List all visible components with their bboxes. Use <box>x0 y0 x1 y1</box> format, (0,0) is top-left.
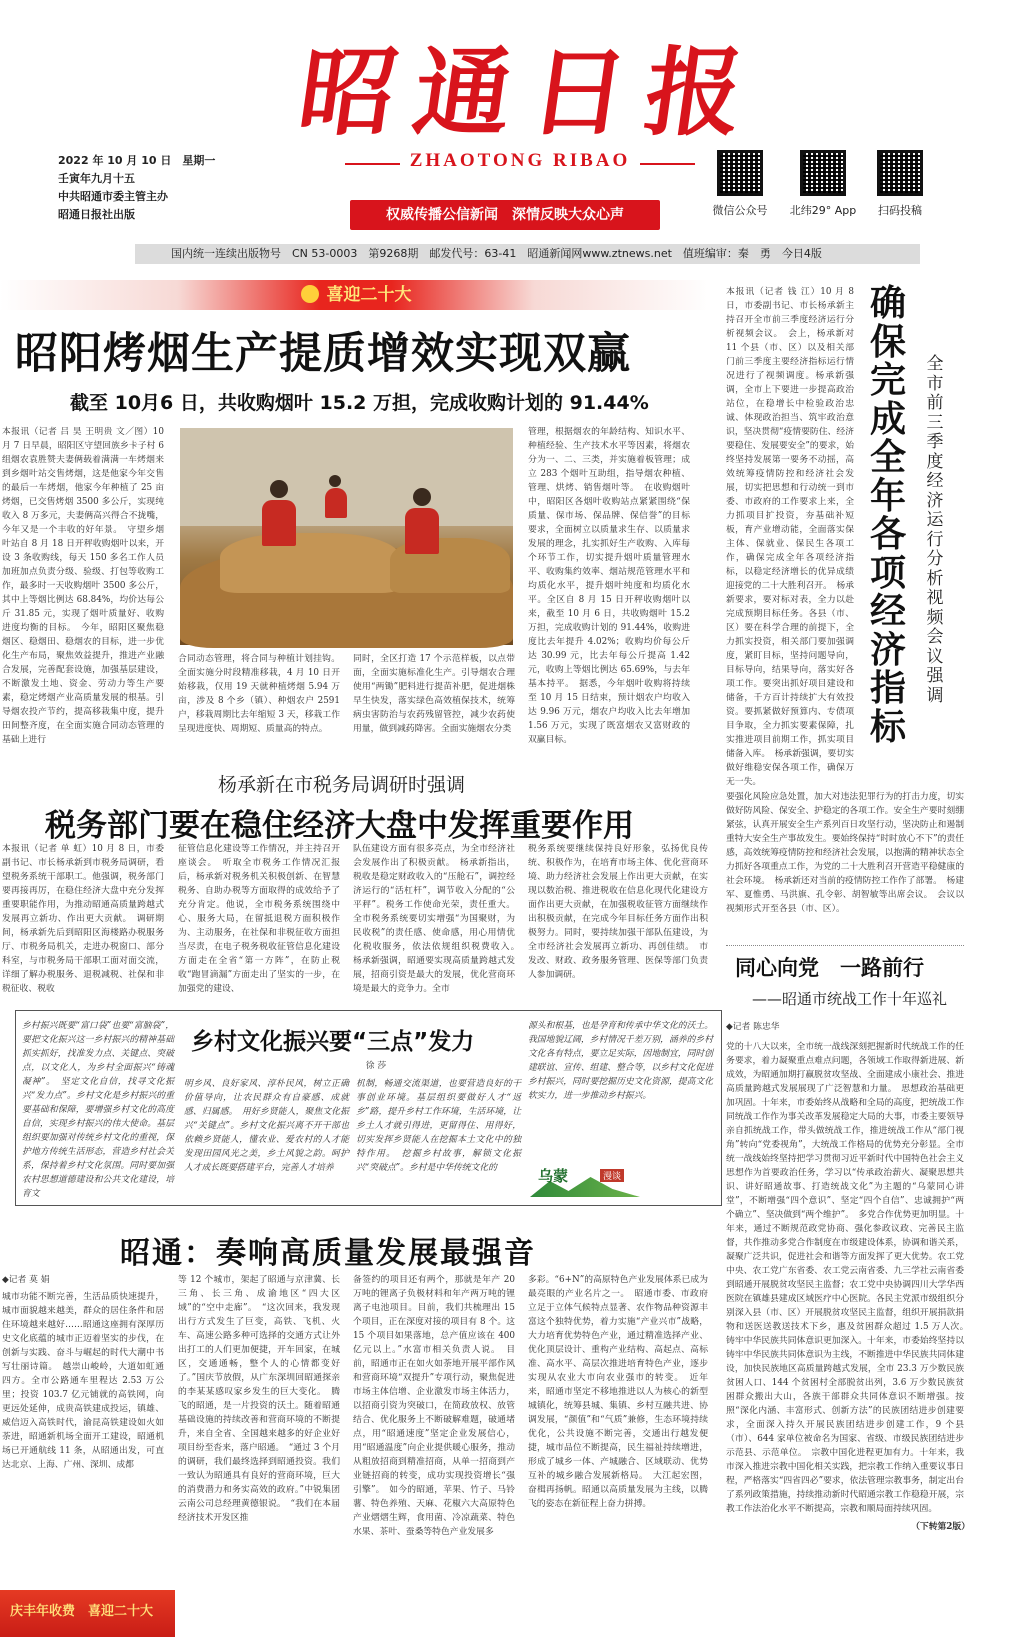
qr-label: 扫码投稿 <box>878 204 922 217</box>
qr-code-icon[interactable] <box>800 150 846 196</box>
tax-column: 本报讯（记者 单 虹）10 月 8 日，市委副书记、市长杨承新到市税务局调研，看望税务系统干部职工。他强调，税务部门要再接再厉，在稳住经济大盘中充分发挥重要职能作用，为推动昭通高质量跨越式发展再立新功、作出更大贡献。 调研期间，杨承新先后到昭阳区海楼路办税服务厅、市税务局机关，走进办税窗口、部分科室，与市税务局干部职工面对面交流，详细了解办税服务、退税减税、社保和非税征收、税收 <box>2 844 164 994</box>
continued-note: （下转第2版） <box>911 1522 970 1532</box>
lead-headline[interactable]: 昭阳烤烟生产提质增效实现双赢 <box>15 329 631 379</box>
bottom-headline[interactable]: 昭通：奏响高质量发展最强音 <box>120 1236 536 1271</box>
culture-column: 乡村振兴既要“富口袋”也要“富脑袋”，要把文化振兴这一乡村振兴的精神基础抓实抓好，找准发力点、关键点、突破点，以文化人，为乡村全面振兴“铸魂凝神”。 坚定文化自信，找寻文化振兴“发力点”。乡村文化是乡村振兴的重要基础和保障，要增强乡村文化的高度自信，实现乡村振兴的伟大使命。基层组织要加强对传统乡村文化的重视，保护地方传统生活形态，营造乡村社会关系，保持着乡村文化氛围。同时要加强农村思想道德建设和公共文化建设，培育文 <box>22 1021 174 1199</box>
bottom-column: 多彩。“6+N”的高原特色产业发展体系已成为最亮眼的产业名片之一。 昭通市委、市政府立足于立体气候特点显著、农作物品种资源丰富这个独特优势，着力实施“产业兴市”战略，大力培育优势特色产业，通过精准选择产业、优化顶层设计、重构产业结构、高起点、高标准、高水平、高层次推进培育特色产业，逐步实现从农业大市向农业强市的转变。 近年来，昭通市坚定不移地推进以人为核心的新型城镇化，统筹县城、集镇、乡村互融共进、协调发展，“颜值”和“气质”兼修，生态环境持续优化，公共设施不断完善，交通出行越发便捷，城市品位不断提高，民生福祉持续增进，形成了城乡一体、产城融合、区域联动、优势互补的城乡融合发展新格局。 大江起宏图，奋楫再扬帆。昭通以高质量发展为主线，以腾飞的姿态在新征程上奋力拼搏。 <box>528 1275 708 1509</box>
culture-column: 源头和根基，也是孕育和传承中华文化的沃土。我国地貌辽阔，乡村情况千差万别，涵养的乡村文化各有特点，要立足实际，因地制宜，同时创建联谊、宣传、组建、整合等，以乡村文化促进乡村振兴，同时要挖掘历史文化资源，提高文化软实力，进一步推动乡村振兴。 <box>528 1021 713 1101</box>
culture-column: 机制，畅通交流渠道，也要营造良好的干事创业环境。基层组织要做好人才“返乡”路，提升乡村工作环境，生活环境，让乡土人才就引得进，更留得住、用得好，切实发挥乡贤能人在挖掘本土文化中的独特作用。 挖掘乡村故事，解锁文化振兴“突破点”。乡村是中华传统文化的 <box>356 1079 521 1173</box>
logo-char: 昭 <box>292 36 403 149</box>
meeting-subheadline: 全市前三季度经济运行分析视频会议强调 <box>926 354 944 706</box>
party-emblem-icon <box>301 285 319 303</box>
united-headline[interactable]: 同心向党 一路前行 <box>735 956 924 980</box>
qr-code-icon[interactable] <box>877 150 923 196</box>
logo-char: 通 <box>407 36 518 149</box>
worker-head <box>270 480 288 498</box>
publication-info-bar: 国内统一连续出版物号 CN 53-0003 第9268期 邮发代号：63-41 昭通新闻网www.ztnews.net 值班编审：秦 勇 今日4版 <box>135 244 920 264</box>
worker-head <box>413 488 431 506</box>
worker-figure <box>262 500 296 546</box>
divider <box>726 945 964 946</box>
tax-column: 征管信息化建设等工作情况，并主持召开座谈会。 听取全市税务工作情况汇报后，杨承新对税务机关积极创新、在智慧税务、自助办税等方面取得的成效给予了充分肯定。他说，全市税务系统围绕中心、服务大局，在留抵退税方面积极作为、主动服务，在社保和非税征收方面担当尽责，在电子税务税收征管信息化建设方面走在全省“第一方阵”，在防止税收“跑冒滴漏”方面走出了坚实的一步，在加强党的建设、 <box>178 844 340 994</box>
qr-label: 北纬29° App <box>789 204 857 217</box>
issue-date: 2022 年 10 月 10 日 星期一 <box>58 154 216 167</box>
harvest-banner-image[interactable] <box>0 1590 175 1637</box>
culture-column: 明乡风、良好家风、淳朴民风，树立正确价值导向，让农民群众有自豪感、成就感、归属感。 用好乡贤能人，聚焦文化振兴“关键点”。乡村文化振兴离不开干部也依赖乡贤能人，懂农业、爱农村的人才能发现田园风光之美，乡土风貌之韵。呵护人才成长既要搭建平台，完善人才培养 <box>184 1079 349 1173</box>
divider <box>640 163 695 165</box>
united-byline: ◆记者 陈忠华 <box>726 1022 780 1032</box>
worker-figure <box>405 508 439 554</box>
issue-info <box>58 152 215 224</box>
culture-headline[interactable]: 乡村文化振兴要“三点”发力 <box>191 1029 475 1055</box>
banner-text: 喜迎二十大 <box>326 285 412 305</box>
tax-kicker: 杨承新在市税务局调研时强调 <box>218 774 466 796</box>
united-column: 党的十八大以来，全市统一战线深刻把握新时代统战工作的任务要求，着力凝聚重点难点问题，各领域工作取得新进展、新成效，为昭通加期打赢脱贫攻坚战、全面建成小康社会、推进高质量跨越式发展展现了广泛智慧和力量。 思想政治基础更加巩固。十年来，市委始终从战略和全局的高度，把统战工作同统战工作作为事关改革发展稳定大局的大事，市委主要领导亲自抓统战工作，带头做统战工作，推进统战工作从“部门视角”转向“党委视角”，大统战工作格局的优势充分彰显。全市统一战线始终坚持把学习贯彻习近平新时代中国特色社会主义思想作为首要政治任务，学习以“传承政治薪火、凝聚思想共识、讲好昭通故事、打造统战文化”为主题的“乌蒙同心讲堂”，不断增强“四个意识”、坚定“四个自信”、忠诚拥护“两个确立”、坚决做到“两个维护”。 多党合作优势更加明显。十年来，通过不断规范政党协商、强化参政议政、完善民主监督，共作推动多党合作制度在市级建设体系，协调和谐关系，凝聚广泛共识，促进社会和谐等方面发挥了更大优势。农工党中央、农工党广东省委、农工党云南省委、九三学社云南省委到昭通开展脱贫攻坚民主监督；农工党中央协调四川大学华西医院在镇雄县建成区域医疗中心医院。各民主党派市级组织分别深入县（市、区）开展脱贫攻坚民主监督，组织开展捐款捐物和送医送教送技术下乡，惠及贫困群众超过 1.5 万人次。 铸牢中华民族共同体意识更加深入。十年来，市委始终坚持以铸牢中华民族共同体意识为主线，不断推进中华民族共同体建设，加快民族地区高质量跨越式发展，全市 23.3 万少数民族贫困人口、144 个贫困村全部脱贫出列，3.6 万少数民族贫困群众搬出大山，各族干部群众共同体意识不断增强。按照“深化内涵、丰富形式、创新方法”的民族团结进步创建要求，全面深入持久开展民族团结进步创建工作，9 个县（市）、644 家单位被命名为国家、省级、市级民族团结进步示范县、示范单位。 宗教中国化进程更加有力。十年来，我市深入推进宗教中国化相关实践，把宗教工作纳入重要议事日程，严格落实“四省四必”要求，依法管理宗教事务，制定出台了系列政策措施，持续推动新时代昭通宗教工作稳稳开展，宗教工作法治化水平不断提高，宗教和顺局面持续巩固。 <box>726 1042 973 1514</box>
tobacco-pile <box>220 533 400 593</box>
masthead <box>0 0 1024 260</box>
worker-figure <box>325 488 347 518</box>
logo-char: 报 <box>638 36 748 149</box>
celebration-banner <box>0 280 712 310</box>
newspaper-logo[interactable] <box>292 36 748 149</box>
slogan-banner: 权威传播公信新闻 深情反映大众心声 <box>350 200 660 230</box>
qr-code-icon[interactable] <box>717 150 763 196</box>
qr-wechat[interactable] <box>710 150 770 218</box>
lead-column: 同时，全区打造 17 个示范样板，以点带面，全面实施标准化生产。引导烟农合理使用“两锄”肥料进行提苗补肥，促进烟株早生快发，落实绿色高效植保技术，统筹病虫害防治与农药残留管控，减少农药使用量，做到减药降害。全面实施烟农分类 <box>353 654 515 734</box>
qr-label: 微信公众号 <box>712 204 768 217</box>
tax-column: 队伍建设方面有很多亮点，为全市经济社会发展作出了积极贡献。 杨承新指出，税收是稳定财政收入的“压舱石”，调控经济运行的“活杠杆”，调节收入分配的“公平秤”。税务工作使命光荣，责任重大。全市税务系统要切实增强“为国聚财，为民收税”的责任感、使命感，用心用情优化税收服务，依法依规组织税费收入。 杨承新强调，昭通要实现高质量跨越式发展，招商引资是最大的发展，优化营商环境是最大的竞争力。全市 <box>353 844 524 994</box>
publisher: 昭通日报社出版 <box>58 208 135 221</box>
tobacco-photo[interactable] <box>180 428 513 645</box>
roman-title: ZHAOTONG RIBAO <box>409 150 631 171</box>
bottom-column: 等 12 个城市，架起了昭通与京津冀、长三角、长三角、成渝地区“四大区域”的“空中走廊”。 “这次回来，我发现出行方式发生了巨变，高铁、飞机、火车、高速公路多种可选择的交通方式让外出打工的人们更加便捷，开车回家，在城区，交通通畅，整个人的心情都变好了。”国庆节放假，从广东深圳回昭通探亲的李某某感叹家乡发生的巨大变化。 腾飞的昭通，是一片投资的沃土。随着昭通基础设施的持续改善和营商环境的不断提升，来自全省、全国越来越多的好企业好项目纷至沓来，落户昭通。 “通过 3 个月的调研，我们最终选择到昭通投资。我们一致认为昭通具有良好的营商环境，巨大的消费潜力和务实高效的政府。”中锐集团云南公司总经理黄德银说。 “我们在本届经济技术开发区推 <box>178 1275 340 1523</box>
bottom-column: 城市功能不断完善，生活品质快速提升，城市面貌越来越美，群众的居住条件和居住环境越来越好……昭通这座拥有深厚历史文化底蕴的城市正迈着坚实的步伐，在创新与实践、奋斗与崛起的时代大潮中书写壮丽诗篇。 越崇山峻岭，大道如虹通四方。全市公路通车里程达 2.53 万公里；投资 103.7 亿元铺就的高铁网，向更远处延伸，成贵高铁建成投运，镇雄、威信迈入高铁时代，渝昆高铁建设如火如荼进，昭通新机场全面开工建设，昭通机场已开通航线 11 条，从昭通出发，可直达北京、上海、广州、深圳、成都 <box>2 1292 164 1470</box>
bottom-column: 备签约的项目还有两个，那就是年产 20 万吨的锂离子负极材料和年产两万吨的锂离子电池项目。目前，我们共梳理出 15 个项目，正在深度对接的项目有 8 个。这 15 个项目如果落地，总产值应该在 400 亿元以上。”水富市相关负责人说。 目前，昭通市正在如火如荼地开展平部作风和营商环境“双提升”专项行动，聚焦促进市场主体信增、企业激发市场主体活力，以招商引资为突破口，在简政放权、放管结合、优化服务上不断破解难题，破通堵点，用“昭通速度”坚定企业发展信心，用“昭通温度”向企业提供暖心服务，推动从粗放招商到精准招商，从单一招商到产业链招商的转变，成功实现投资增长“强引擎”。 如今的昭通，苹果、竹子、马铃薯、特色养殖、天麻、花椒六大高原特色产业熠熠生辉，食用菌、冷凉蔬菜、特色水果、茶叶、蚕桑等特色产业发展多 <box>353 1275 515 1537</box>
seal-tag: 漫谈 <box>600 1169 624 1182</box>
qr-app[interactable] <box>788 150 858 218</box>
logo-char: 日 <box>522 36 633 149</box>
lead-subheadline: 截至 10月6 日，共收购烟叶 15.2 万担，完成收购计划的 91.44% <box>70 392 649 414</box>
lead-column: 合同动态管理，将合同与种植计划挂钩。全面实施分时段精准移栽，4 月 10 日开始移栽，仅用 19 天就种植烤烟 5.94 万亩，涉及 8 个乡（镇）、种烟农户 2591 户，移栽周期比去年缩短 3 天，移栽工作呈现进度快、周期短、质量高的特点。 <box>178 654 340 734</box>
tax-column: 税务系统要继续保持良好形象，弘扬优良传统、积极作为，在培育市场主体、优化营商环境、助力经济社会发展上作出更大贡献，在实现以数治税、推进税收在信息化现代化建设方面作出更大贡献，在加强税收征管方面继续作出积极贡献，在完成今年目标任务方面作出积极努力。同时，要持续加强干部队伍建设，为全市经济社会发展再立新功、再创佳绩。 市发改、财政、政务服务管理、医保等部门负责人参加调研。 <box>528 844 708 980</box>
lunar-date: 壬寅年九月十五 <box>58 172 135 185</box>
bottom-byline: ◆记者 莫 娟 <box>2 1275 50 1285</box>
lead-column: 本报讯（记者 吕 昊 王明贵 文／图）10 月 7 日早晨，昭阳区守望回族乡卡子村 6 组烟农袁胜赞夫妻俩载着满满一车烤烟来到乡烟叶站交售烤烟，这是他家今年交售的最后一车烤烟，他家今年种植了 25 亩烤烟，已交售烤烟 3500 多公斤，实现纯收入 8 万多元，夫妻俩高兴得合不拢嘴，今年又是一个丰收的好年景。 守望乡烟叶站自 8 月 18 日开秤收购烟叶以来，开设 3 条收购线，每天 150 多名工作人员加班加点负责分级、验级、打包等收购工作，最多时一天收购烟叶 3500 多公斤，其中上等烟比例达 68.84%，均价达每公斤 31.85 元，实现了烟叶质量好、收购进度均衡的目标。 今年，昭阳区聚焦稳烟区、稳烟田、稳烟农的目标，进一步优化生产布局，聚焦效益提升，推进产业融合发展，完善配套设施，加强基层建设，不断激发土地、资金、劳动力等生产要素，稳定烤烟产业高质量发展的根基。引导烟农投产节约，提高移栽集中度，提升田间整齐度，在全面实施合同动态管理的基础上进行 <box>2 427 164 745</box>
harvest-banner-text: 庆丰年收费 喜迎二十大 <box>10 1604 154 1619</box>
meeting-column: 本报讯（记者 钱 江）10 月 8 日，市委副书记、市长杨承新主持召开全市前三季度经济运行分析视频会议。 会上，杨承新对 11 个县（市、区）以及相关部门前三季度主要经济指标运行情况进行了视频调度。杨承新强调，全市上下要进一步提高政治站位，在稳增长中检验政治忠诚、体现政治担当、筑牢政治意识，坚决贯彻“疫情要防住、经济要稳住、发展要安全”的要求，始终坚持发展第一要务不动摇，高效统筹疫情防控和经济社会发展，切实把思想和行动统一到市委、市政府的工作要求上来，全力抓项目扩投资，夯基础补短板，育产业增动能，全面落实保主体、保就业、保民生各项工作，确保完成全年各项经济指标，以稳定经济增长的优异成绩迎接党的二十大胜利召开。 杨承新要求，要对标对表，全力以赴完成预期目标任务。各县（市、区）要在科学合理的前提下，全力抓实投资，相关部门要加强调度，紧盯目标，坚持问题导向，目标导向，结果导向，落实好各项工作。要突出抓好项目建设和储备，千方百计持续扩大有效投资。要抓紧做好预算内、专债项目争取，全力抓实要素保障，扎实推进项目前期工作，抓实项目储备入库。 杨承新强调，要切实做好维稳安保各项工作，确保万无一失。 <box>726 287 854 787</box>
sponsor: 中共昭通市委主管主办 <box>58 190 168 203</box>
lead-column: 管理，根据烟农的年龄结构、知识水平、种植经验、生产技术水平等因素，将烟农分为一、二、三类，并实施着板管理；成立 283 个烟叶互助组，指导烟农种植、管理、烘烤、销售烟叶等。 在收购烟叶中，昭阳区各烟叶收购站点紧紧围绕“保质量、保市场、保品牌、保信誉”的目标要求，全面树立以质量求生存、以质量求发展的理念，扎实抓好生产收购、入库每个环节工作，切实提升烟叶质量管理水平、收购集约效率、烟站规范管理水平和均质化水平，提升烟叶纯度和均质化水平。全区自 8 月 15 日开秤收购烟叶以来，截至 10 月 6 日，共收购烟叶 15.2 万担，完成收购计划的 91.44%，收购进度比去年提升 4.02%；收购均价每公斤达 30.99 元，比去年每公斤提高 1.42 元，收购上等烟比例达 65.69%，与去年基本持平。 据悉，今年烟叶收购将持续至 10 月 15 日结束，预计烟农户均收入达 9.96 万元，烟农户均收入比去年增加 1.56 万元，实现了既富烟农又富财政的双赢目标。 <box>528 427 690 745</box>
meeting-column: 要强化风险应急处置，加大对违法犯罪行为的打击力度，切实做好防风险、保安全、护稳定的各项工作。安全生产要时刻绷紧弦，认真开展安全生产系列百日攻坚行动，坚决防止和遏制重特大安全生产事故发生。要始终保持“时时放心不下”的责任感，高效统筹疫情防控和经济社会发展，以抱满的精神状态全力抓好各项重点工作，为党的二十大胜利召开营造平稳健康的社会环境。 杨承新还对当前的疫情防控工作作了部署。 杨建军、夏惟勇、马洪旗、孔令彰、胡智敏等出席会议。 会议以视频形式开至各县（市、区）。 <box>726 792 964 914</box>
column-seal <box>530 1165 640 1197</box>
seal-title: 乌蒙 <box>538 1167 569 1185</box>
united-subheadline: ——昭通市统战工作十年巡礼 <box>752 990 948 1008</box>
meeting-headline[interactable]: 确保完成全年各项经济指标 <box>869 283 906 748</box>
culture-author: 徐 莎 <box>365 1061 387 1071</box>
qr-submit[interactable] <box>870 150 930 218</box>
worker-head <box>329 475 341 487</box>
tax-headline[interactable]: 税务部门要在稳住经济大盘中发挥重要作用 <box>45 808 634 844</box>
